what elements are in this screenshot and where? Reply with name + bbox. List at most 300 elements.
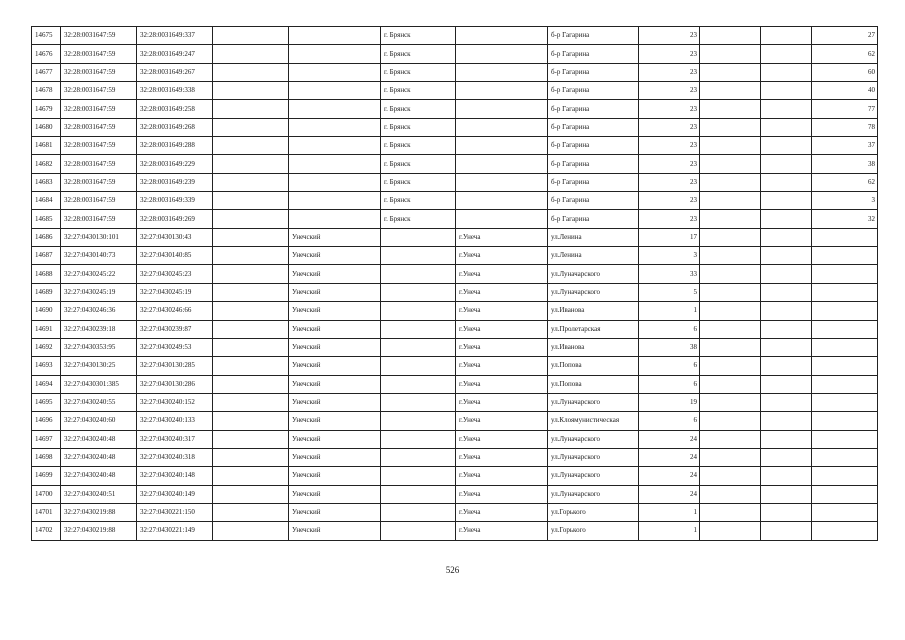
cell-building <box>700 155 761 173</box>
cell-building <box>700 265 761 283</box>
cell-building <box>700 247 761 265</box>
cell-parent-cadastral-number: 32:27:0430240:48 <box>61 430 137 448</box>
table-row <box>32 357 878 375</box>
cell-cadastral-number: 32:27:0430245:23 <box>137 265 213 283</box>
cell-parent-cadastral-number: 32:28:0031647:59 <box>61 45 137 63</box>
cell-region <box>213 82 289 100</box>
cell-street: б-р Гагарина <box>548 137 639 155</box>
cell-parent-cadastral-number: 32:27:0430219:88 <box>61 503 137 521</box>
cell-district: Унечский <box>289 448 381 466</box>
cell-apartment: 38 <box>812 155 878 173</box>
cell-district: Унечский <box>289 375 381 393</box>
cell-cadastral-number: 32:28:0031649:239 <box>137 173 213 191</box>
cell-district <box>289 63 381 81</box>
cell-cadastral-number: 32:28:0031649:229 <box>137 155 213 173</box>
cell-street: ул.Иванова <box>548 302 639 320</box>
cell-parent-cadastral-number: 32:27:0430219:88 <box>61 522 137 540</box>
cell-cadastral-number: 32:27:0430240:152 <box>137 393 213 411</box>
cell-settlement: г.Унеча <box>456 485 548 503</box>
cell-district <box>289 137 381 155</box>
cell-city <box>381 412 456 430</box>
cell-house: 23 <box>639 137 700 155</box>
cell-cadastral-number: 32:28:0031649:269 <box>137 210 213 228</box>
cell-cadastral-number: 32:27:0430130:43 <box>137 228 213 246</box>
cell-apartment <box>812 265 878 283</box>
cell-city: г. Брянск <box>381 192 456 210</box>
cell-record-number: 14694 <box>32 375 61 393</box>
cell-parent-cadastral-number: 32:28:0031647:59 <box>61 155 137 173</box>
table-row <box>32 448 878 466</box>
cell-region <box>213 302 289 320</box>
cell-apartment <box>812 467 878 485</box>
cell-building <box>700 302 761 320</box>
cell-building <box>700 503 761 521</box>
table-row <box>32 338 878 356</box>
cell-street: ул.Луначарского <box>548 448 639 466</box>
cell-parent-cadastral-number: 32:28:0031647:59 <box>61 63 137 81</box>
cell-region <box>213 45 289 63</box>
cell-street: ул.Луначарского <box>548 485 639 503</box>
cell-district: Унечский <box>289 338 381 356</box>
cell-building <box>700 210 761 228</box>
cell-structure <box>761 485 812 503</box>
cell-cadastral-number: 32:27:0430221:150 <box>137 503 213 521</box>
cell-building <box>700 448 761 466</box>
cell-parent-cadastral-number: 32:27:0430240:51 <box>61 485 137 503</box>
cell-apartment <box>812 247 878 265</box>
table-row <box>32 27 878 45</box>
cell-district: Унечский <box>289 412 381 430</box>
table-row <box>32 137 878 155</box>
cell-settlement <box>456 137 548 155</box>
table-row <box>32 100 878 118</box>
cell-record-number: 14677 <box>32 63 61 81</box>
cell-house: 23 <box>639 63 700 81</box>
cell-street: б-р Гагарина <box>548 210 639 228</box>
cell-parent-cadastral-number: 32:27:0430245:22 <box>61 265 137 283</box>
cell-apartment <box>812 412 878 430</box>
table-row <box>32 228 878 246</box>
cell-parent-cadastral-number: 32:27:0430240:60 <box>61 412 137 430</box>
cell-cadastral-number: 32:28:0031649:339 <box>137 192 213 210</box>
cell-settlement: г.Унеча <box>456 265 548 283</box>
cell-settlement <box>456 27 548 45</box>
cell-district <box>289 210 381 228</box>
cell-house: 23 <box>639 118 700 136</box>
cell-record-number: 14678 <box>32 82 61 100</box>
cell-city <box>381 522 456 540</box>
cell-apartment <box>812 393 878 411</box>
table-row <box>32 210 878 228</box>
cell-record-number: 14702 <box>32 522 61 540</box>
cell-house: 6 <box>639 375 700 393</box>
cell-structure <box>761 45 812 63</box>
cell-settlement <box>456 173 548 191</box>
cell-district <box>289 192 381 210</box>
cell-house: 23 <box>639 192 700 210</box>
cell-city <box>381 448 456 466</box>
cell-structure <box>761 283 812 301</box>
cell-record-number: 14689 <box>32 283 61 301</box>
cell-parent-cadastral-number: 32:28:0031647:59 <box>61 118 137 136</box>
cell-building <box>700 27 761 45</box>
cell-structure <box>761 228 812 246</box>
cell-apartment: 78 <box>812 118 878 136</box>
cell-region <box>213 503 289 521</box>
cell-house: 6 <box>639 357 700 375</box>
cell-house: 19 <box>639 393 700 411</box>
cell-district: Унечский <box>289 247 381 265</box>
cell-street: б-р Гагарина <box>548 192 639 210</box>
table-row <box>32 503 878 521</box>
cell-cadastral-number: 32:27:0430249:53 <box>137 338 213 356</box>
cell-parent-cadastral-number: 32:28:0031647:59 <box>61 82 137 100</box>
cell-parent-cadastral-number: 32:27:0430301:385 <box>61 375 137 393</box>
cell-building <box>700 375 761 393</box>
cell-district <box>289 27 381 45</box>
cell-city <box>381 375 456 393</box>
cell-street: б-р Гагарина <box>548 100 639 118</box>
cell-street: б-р Гагарина <box>548 173 639 191</box>
cell-region <box>213 338 289 356</box>
cell-parent-cadastral-number: 32:27:0430240:48 <box>61 448 137 466</box>
cell-building <box>700 82 761 100</box>
cell-street: б-р Гагарина <box>548 63 639 81</box>
cell-settlement <box>456 210 548 228</box>
cell-region <box>213 393 289 411</box>
cell-settlement: г.Унеча <box>456 283 548 301</box>
cell-record-number: 14680 <box>32 118 61 136</box>
cell-city: г. Брянск <box>381 173 456 191</box>
page-number: 526 <box>445 565 460 575</box>
cell-house: 24 <box>639 448 700 466</box>
cell-structure <box>761 27 812 45</box>
cell-settlement: г.Унеча <box>456 448 548 466</box>
cell-city: г. Брянск <box>381 82 456 100</box>
cell-parent-cadastral-number: 32:27:0430140:73 <box>61 247 137 265</box>
cell-parent-cadastral-number: 32:28:0031647:59 <box>61 210 137 228</box>
cell-house: 24 <box>639 467 700 485</box>
table-row <box>32 302 878 320</box>
cell-house: 6 <box>639 320 700 338</box>
cell-structure <box>761 155 812 173</box>
cell-structure <box>761 357 812 375</box>
cell-region <box>213 283 289 301</box>
cell-record-number: 14701 <box>32 503 61 521</box>
cell-settlement: г.Унеча <box>456 393 548 411</box>
cell-record-number: 14698 <box>32 448 61 466</box>
cell-structure <box>761 338 812 356</box>
cell-cadastral-number: 32:27:0430240:318 <box>137 448 213 466</box>
cell-parent-cadastral-number: 32:27:0430246:36 <box>61 302 137 320</box>
cell-cadastral-number: 32:28:0031649:337 <box>137 27 213 45</box>
cell-structure <box>761 82 812 100</box>
cell-apartment <box>812 338 878 356</box>
cell-city <box>381 467 456 485</box>
cell-apartment: 40 <box>812 82 878 100</box>
cell-building <box>700 393 761 411</box>
document-table-container <box>31 26 877 541</box>
cell-city <box>381 228 456 246</box>
cell-street: ул.Луначарского <box>548 430 639 448</box>
cell-apartment: 62 <box>812 45 878 63</box>
cell-region <box>213 485 289 503</box>
table-row <box>32 412 878 430</box>
cell-street: б-р Гагарина <box>548 155 639 173</box>
cell-region <box>213 173 289 191</box>
cell-cadastral-number: 32:27:0430221:149 <box>137 522 213 540</box>
cell-settlement <box>456 100 548 118</box>
cell-record-number: 14679 <box>32 100 61 118</box>
cell-settlement: г.Унеча <box>456 430 548 448</box>
cell-parent-cadastral-number: 32:27:0430239:18 <box>61 320 137 338</box>
cell-structure <box>761 375 812 393</box>
cell-street: ул.Попова <box>548 357 639 375</box>
cell-settlement: г.Унеча <box>456 357 548 375</box>
cell-district: Унечский <box>289 430 381 448</box>
cell-district <box>289 100 381 118</box>
cell-city <box>381 283 456 301</box>
cell-record-number: 14690 <box>32 302 61 320</box>
cell-city <box>381 302 456 320</box>
cell-cadastral-number: 32:27:0430240:133 <box>137 412 213 430</box>
cell-parent-cadastral-number: 32:28:0031647:59 <box>61 192 137 210</box>
cell-building <box>700 357 761 375</box>
cell-city: г. Брянск <box>381 210 456 228</box>
cell-building <box>700 430 761 448</box>
cell-structure <box>761 192 812 210</box>
cell-record-number: 14684 <box>32 192 61 210</box>
cell-cadastral-number: 32:27:0430245:19 <box>137 283 213 301</box>
cell-apartment <box>812 522 878 540</box>
cell-parent-cadastral-number: 32:27:0430130:101 <box>61 228 137 246</box>
table-row <box>32 265 878 283</box>
cell-region <box>213 467 289 485</box>
cell-record-number: 14695 <box>32 393 61 411</box>
table-row <box>32 45 878 63</box>
cell-house: 23 <box>639 173 700 191</box>
cell-parent-cadastral-number: 32:28:0031647:59 <box>61 100 137 118</box>
cell-settlement <box>456 155 548 173</box>
cell-record-number: 14691 <box>32 320 61 338</box>
cell-structure <box>761 137 812 155</box>
cell-apartment <box>812 283 878 301</box>
cell-settlement <box>456 45 548 63</box>
cell-record-number: 14693 <box>32 357 61 375</box>
cell-street: ул.Иванова <box>548 338 639 356</box>
cell-parent-cadastral-number: 32:27:0430240:48 <box>61 467 137 485</box>
cell-settlement: г.Унеча <box>456 247 548 265</box>
cell-street: ул.Луначарского <box>548 393 639 411</box>
cell-cadastral-number: 32:28:0031649:267 <box>137 63 213 81</box>
table-row <box>32 192 878 210</box>
table-body <box>32 27 878 541</box>
cell-city: г. Брянск <box>381 63 456 81</box>
cell-city <box>381 393 456 411</box>
table-row <box>32 430 878 448</box>
cell-region <box>213 412 289 430</box>
cell-house: 23 <box>639 210 700 228</box>
cell-house: 23 <box>639 45 700 63</box>
cell-house: 1 <box>639 302 700 320</box>
table-row <box>32 155 878 173</box>
cell-settlement: г.Унеча <box>456 302 548 320</box>
cell-house: 1 <box>639 522 700 540</box>
cell-record-number: 14685 <box>32 210 61 228</box>
cell-city <box>381 430 456 448</box>
cell-city <box>381 265 456 283</box>
cell-record-number: 14696 <box>32 412 61 430</box>
cell-structure <box>761 118 812 136</box>
table-row <box>32 320 878 338</box>
cell-cadastral-number: 32:28:0031649:288 <box>137 137 213 155</box>
cell-city: г. Брянск <box>381 100 456 118</box>
cell-street: ул.Луначарского <box>548 467 639 485</box>
cell-cadastral-number: 32:27:0430130:286 <box>137 375 213 393</box>
cell-apartment: 32 <box>812 210 878 228</box>
cell-region <box>213 265 289 283</box>
cell-street: ул.Попова <box>548 375 639 393</box>
cell-apartment: 77 <box>812 100 878 118</box>
cell-apartment <box>812 503 878 521</box>
cell-region <box>213 137 289 155</box>
cell-region <box>213 118 289 136</box>
cell-district: Унечский <box>289 357 381 375</box>
cell-street: ул.Клоямунистическая <box>548 412 639 430</box>
cell-region <box>213 430 289 448</box>
cell-district <box>289 45 381 63</box>
cell-apartment <box>812 448 878 466</box>
cell-house: 23 <box>639 100 700 118</box>
cell-settlement: г.Унеча <box>456 320 548 338</box>
table-row <box>32 283 878 301</box>
cell-structure <box>761 173 812 191</box>
cell-structure <box>761 320 812 338</box>
table-row <box>32 522 878 540</box>
cell-structure <box>761 522 812 540</box>
cell-structure <box>761 265 812 283</box>
cell-settlement: г.Унеча <box>456 375 548 393</box>
cell-cadastral-number: 32:28:0031649:258 <box>137 100 213 118</box>
table-row <box>32 247 878 265</box>
cell-house: 23 <box>639 27 700 45</box>
cell-structure <box>761 100 812 118</box>
cell-house: 23 <box>639 155 700 173</box>
cell-city: г. Брянск <box>381 27 456 45</box>
cell-region <box>213 247 289 265</box>
cell-structure <box>761 467 812 485</box>
cell-house: 3 <box>639 247 700 265</box>
cell-district: Унечский <box>289 320 381 338</box>
cell-apartment <box>812 320 878 338</box>
cell-house: 6 <box>639 412 700 430</box>
cadastral-table <box>31 26 878 541</box>
cell-city <box>381 320 456 338</box>
cell-region <box>213 357 289 375</box>
cell-district <box>289 82 381 100</box>
cell-house: 17 <box>639 228 700 246</box>
cell-district: Унечский <box>289 228 381 246</box>
cell-record-number: 14697 <box>32 430 61 448</box>
cell-structure <box>761 247 812 265</box>
cell-apartment <box>812 485 878 503</box>
cell-district <box>289 173 381 191</box>
cell-settlement: г.Унеча <box>456 412 548 430</box>
cell-apartment: 37 <box>812 137 878 155</box>
cell-city: г. Брянск <box>381 137 456 155</box>
cell-city <box>381 503 456 521</box>
cell-region <box>213 100 289 118</box>
cell-record-number: 14683 <box>32 173 61 191</box>
cell-city: г. Брянск <box>381 118 456 136</box>
cell-record-number: 14675 <box>32 27 61 45</box>
cell-street: б-р Гагарина <box>548 45 639 63</box>
cell-apartment: 27 <box>812 27 878 45</box>
cell-apartment <box>812 375 878 393</box>
cell-parent-cadastral-number: 32:27:0430245:19 <box>61 283 137 301</box>
cell-region <box>213 228 289 246</box>
table-row <box>32 63 878 81</box>
cell-building <box>700 192 761 210</box>
cell-building <box>700 338 761 356</box>
cell-district <box>289 118 381 136</box>
cell-building <box>700 63 761 81</box>
cell-settlement: г.Унеча <box>456 522 548 540</box>
cell-street: ул.Луначарского <box>548 283 639 301</box>
table-row <box>32 173 878 191</box>
table-row <box>32 82 878 100</box>
cell-cadastral-number: 32:27:0430130:285 <box>137 357 213 375</box>
cell-structure <box>761 448 812 466</box>
cell-street: ул.Горького <box>548 522 639 540</box>
cell-house: 24 <box>639 485 700 503</box>
cell-parent-cadastral-number: 32:27:0430353:95 <box>61 338 137 356</box>
cell-record-number: 14676 <box>32 45 61 63</box>
cell-record-number: 14681 <box>32 137 61 155</box>
table-row <box>32 393 878 411</box>
cell-house: 33 <box>639 265 700 283</box>
cell-region <box>213 375 289 393</box>
cell-building <box>700 283 761 301</box>
cell-region <box>213 210 289 228</box>
cell-building <box>700 467 761 485</box>
cell-district: Унечский <box>289 265 381 283</box>
cell-building <box>700 100 761 118</box>
cell-city <box>381 338 456 356</box>
cell-building <box>700 412 761 430</box>
cell-cadastral-number: 32:28:0031649:338 <box>137 82 213 100</box>
cell-district: Унечский <box>289 302 381 320</box>
cell-parent-cadastral-number: 32:27:0430240:55 <box>61 393 137 411</box>
cell-apartment <box>812 430 878 448</box>
cell-district: Унечский <box>289 467 381 485</box>
cell-structure <box>761 430 812 448</box>
cell-record-number: 14692 <box>32 338 61 356</box>
cell-cadastral-number: 32:27:0430239:87 <box>137 320 213 338</box>
cell-structure <box>761 503 812 521</box>
cell-region <box>213 320 289 338</box>
cell-district: Унечский <box>289 393 381 411</box>
cell-record-number: 14699 <box>32 467 61 485</box>
cell-building <box>700 118 761 136</box>
cell-city <box>381 357 456 375</box>
cell-street: ул.Ленина <box>548 247 639 265</box>
cell-parent-cadastral-number: 32:28:0031647:59 <box>61 137 137 155</box>
cell-house: 5 <box>639 283 700 301</box>
cell-house: 23 <box>639 82 700 100</box>
cell-cadastral-number: 32:27:0430240:149 <box>137 485 213 503</box>
cell-region <box>213 192 289 210</box>
